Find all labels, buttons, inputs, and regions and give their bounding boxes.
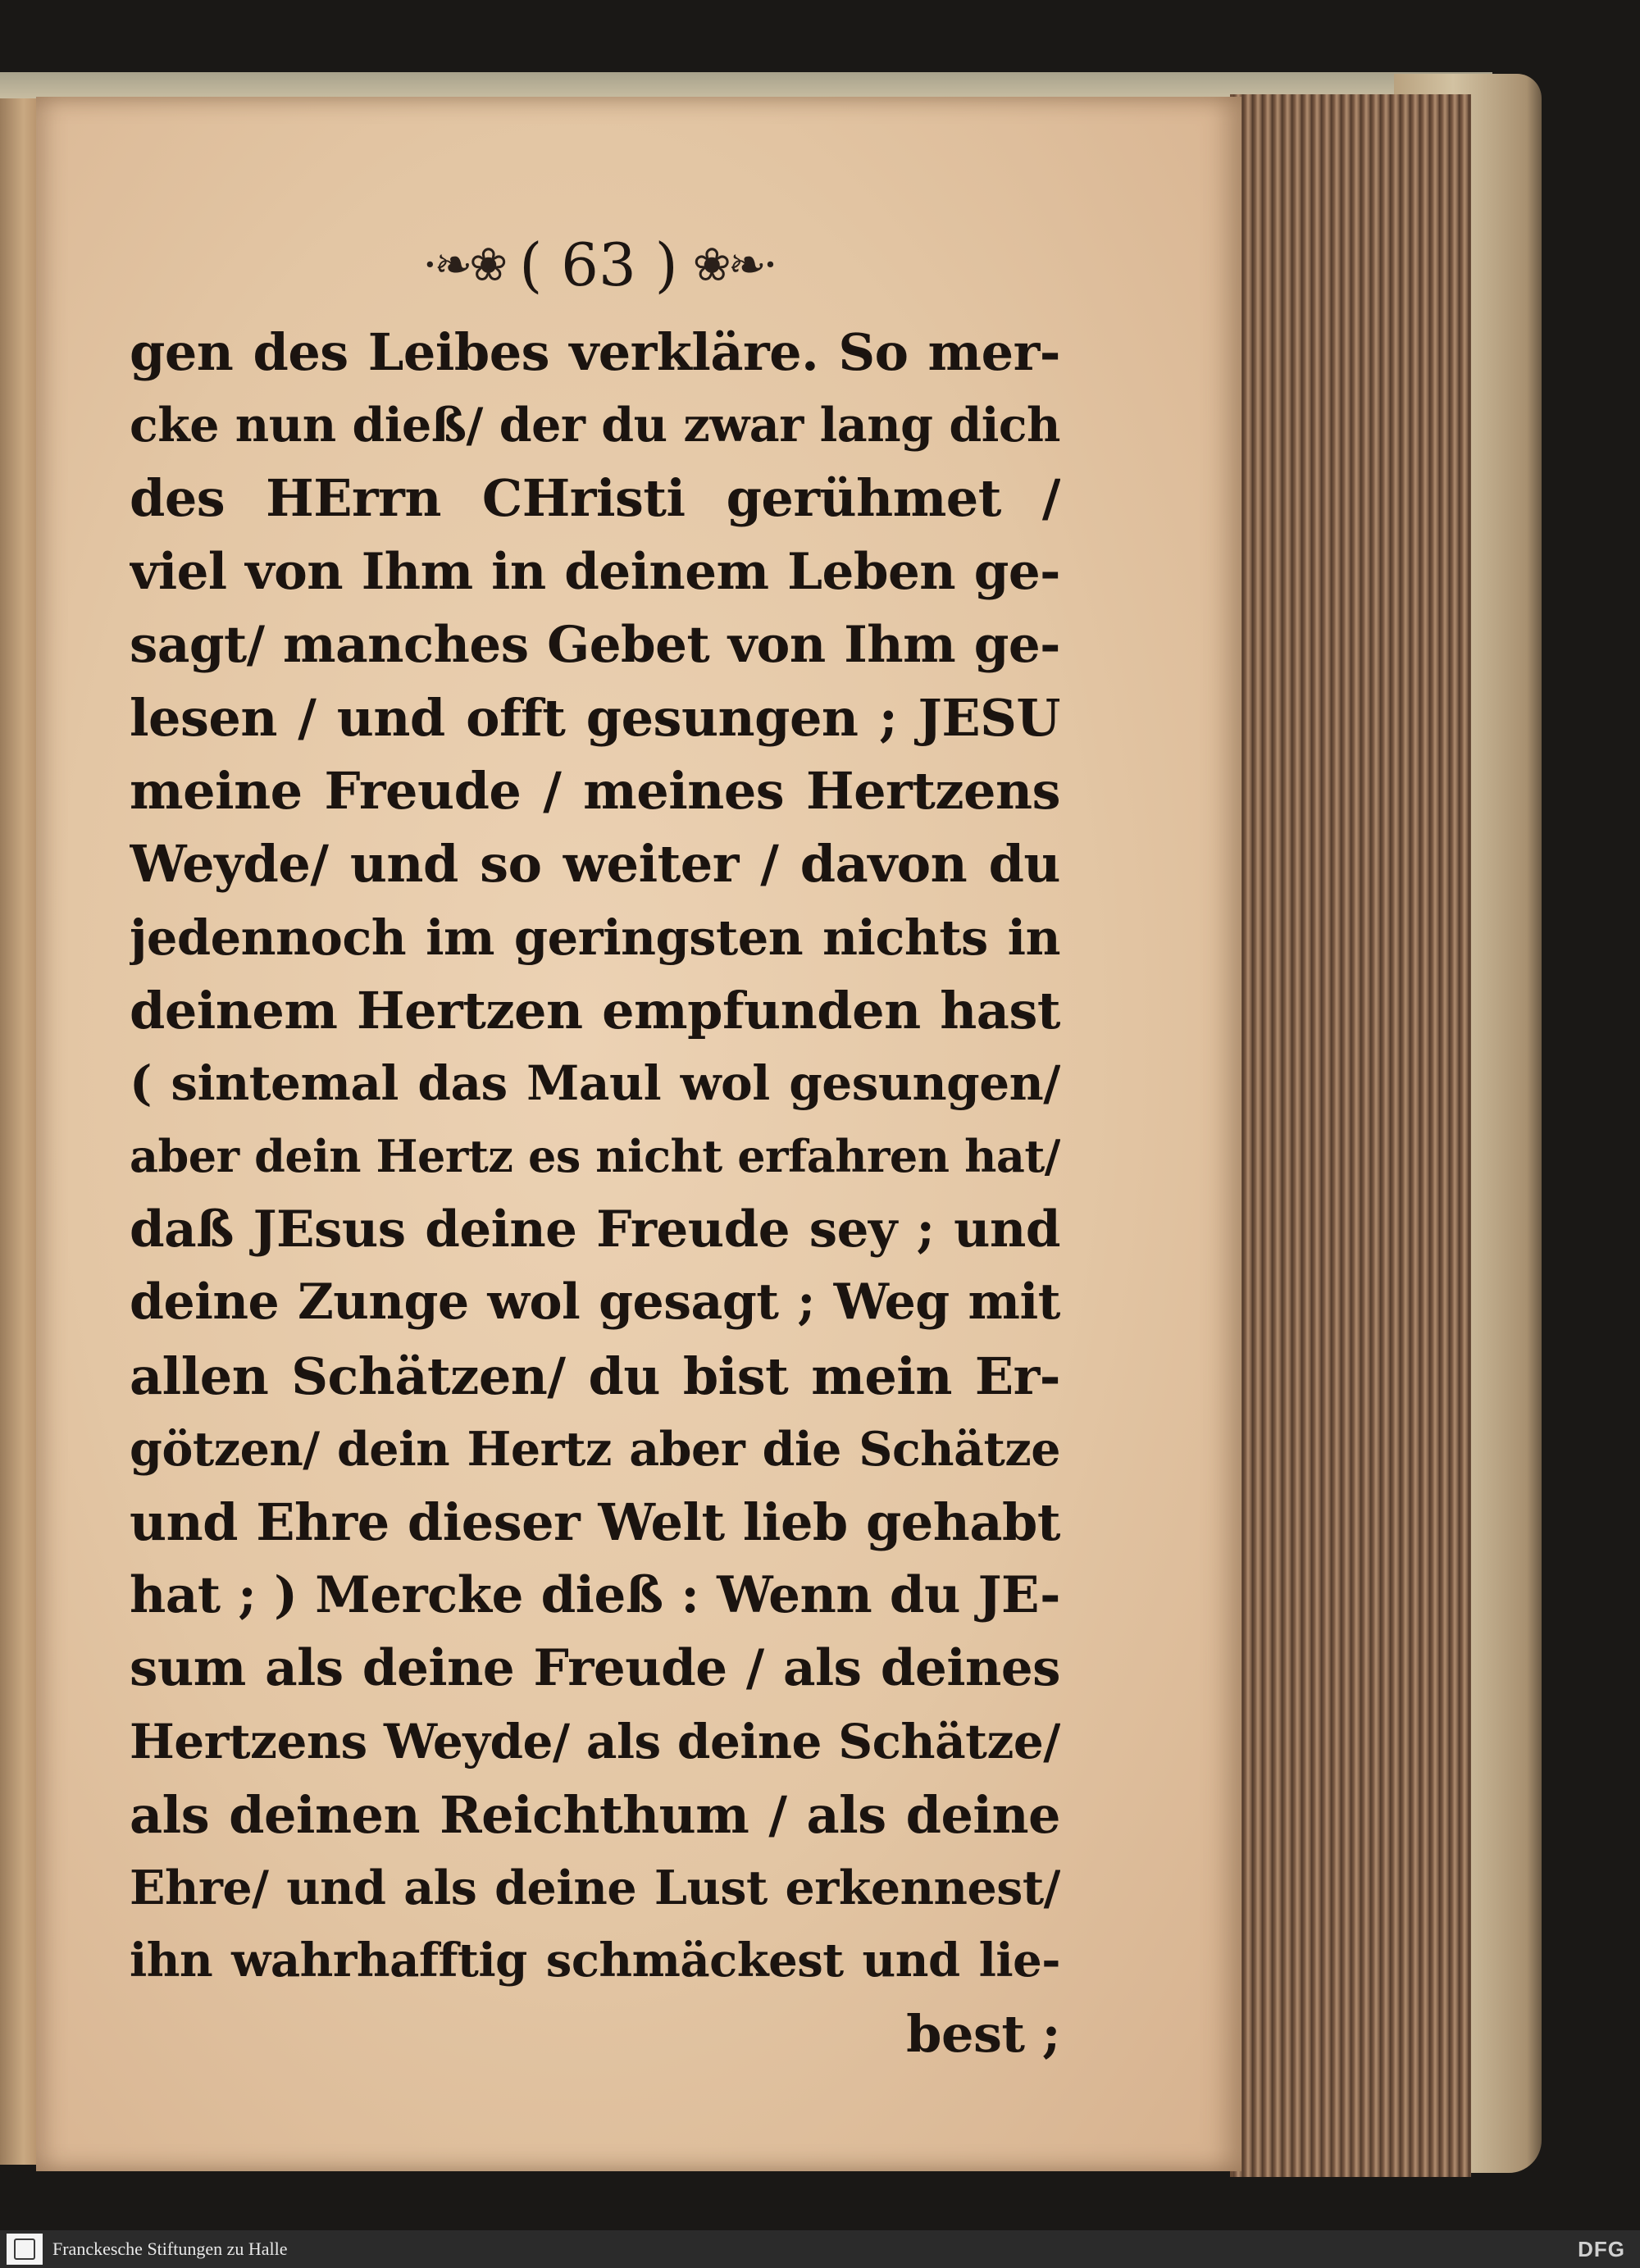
book-page-edges xyxy=(1230,94,1471,2177)
text-line: aber dein Hertz es nicht erfahren hat/ xyxy=(130,1130,1060,1183)
text-line: cke nun dieß/ der du zwar lang dich xyxy=(130,398,1060,453)
foundation-logo-icon xyxy=(7,2234,43,2265)
text-line: götzen/ dein Hertz aber die Schätze xyxy=(130,1421,1060,1477)
dfg-logo: DFG xyxy=(1578,2236,1625,2261)
book-left-page-edge xyxy=(0,98,39,2165)
text-line: deine Zunge wol gesagt ; Weg mit xyxy=(130,1273,1060,1332)
page-header xyxy=(402,220,795,310)
text-line: sagt/ manches Gebet von Ihm ge- xyxy=(130,615,1060,674)
text-line: Ehre/ und als deine Lust erkennest/ xyxy=(130,1860,1060,1915)
catchword-line: best ; xyxy=(906,2004,1060,2065)
ornament-right-icon: ❀❧· xyxy=(692,238,775,292)
text-line: viel von Ihm in deinem Leben ge- xyxy=(130,542,1060,601)
text-line: als deinen Reichthum / als deine xyxy=(130,1784,1060,1845)
text-line: meine Freude / meines Hertzens xyxy=(130,761,1060,822)
page-number: ( 63 ) xyxy=(519,230,678,299)
text-line: und Ehre dieser Welt lieb gehabt xyxy=(130,1492,1060,1552)
text-line: lesen / und offt gesungen ; JESU xyxy=(130,687,1060,748)
ornament-left-icon: ·❧❀ xyxy=(422,238,505,292)
text-line: des HErrn CHristi gerühmet / xyxy=(130,468,1060,529)
text-line: ( sintemal das Maul wol gesungen/ xyxy=(130,1054,1060,1111)
text-line: Hertzens Weyde/ als deine Schätze/ xyxy=(130,1713,1060,1769)
text-line: allen Schätzen/ du bist mein Er- xyxy=(130,1346,1060,1406)
institution-name: Franckesche Stiftungen zu Halle xyxy=(52,2238,288,2259)
text-line: gen des Leibes verkläre. So mer- xyxy=(130,322,1060,382)
page-text xyxy=(130,316,1060,2071)
text-line: jedennoch im geringsten nichts in xyxy=(130,909,1060,966)
text-line: daß JEsus deine Freude sey ; und xyxy=(130,1200,1060,1259)
footer-institution xyxy=(0,2234,288,2265)
text-line: hat ; ) Mercke dieß : Wenn du JE- xyxy=(130,1566,1060,1625)
text-line: deinem Hertzen empfunden hast xyxy=(130,980,1060,1041)
footer-bar xyxy=(0,2230,1640,2268)
text-line: sum als deine Freude / als deines xyxy=(130,1639,1060,1698)
text-line: ihn wahrhafftig schmäckest und lie- xyxy=(130,1933,1060,1988)
text-line: Weyde/ und so weiter / davon du xyxy=(130,834,1060,895)
